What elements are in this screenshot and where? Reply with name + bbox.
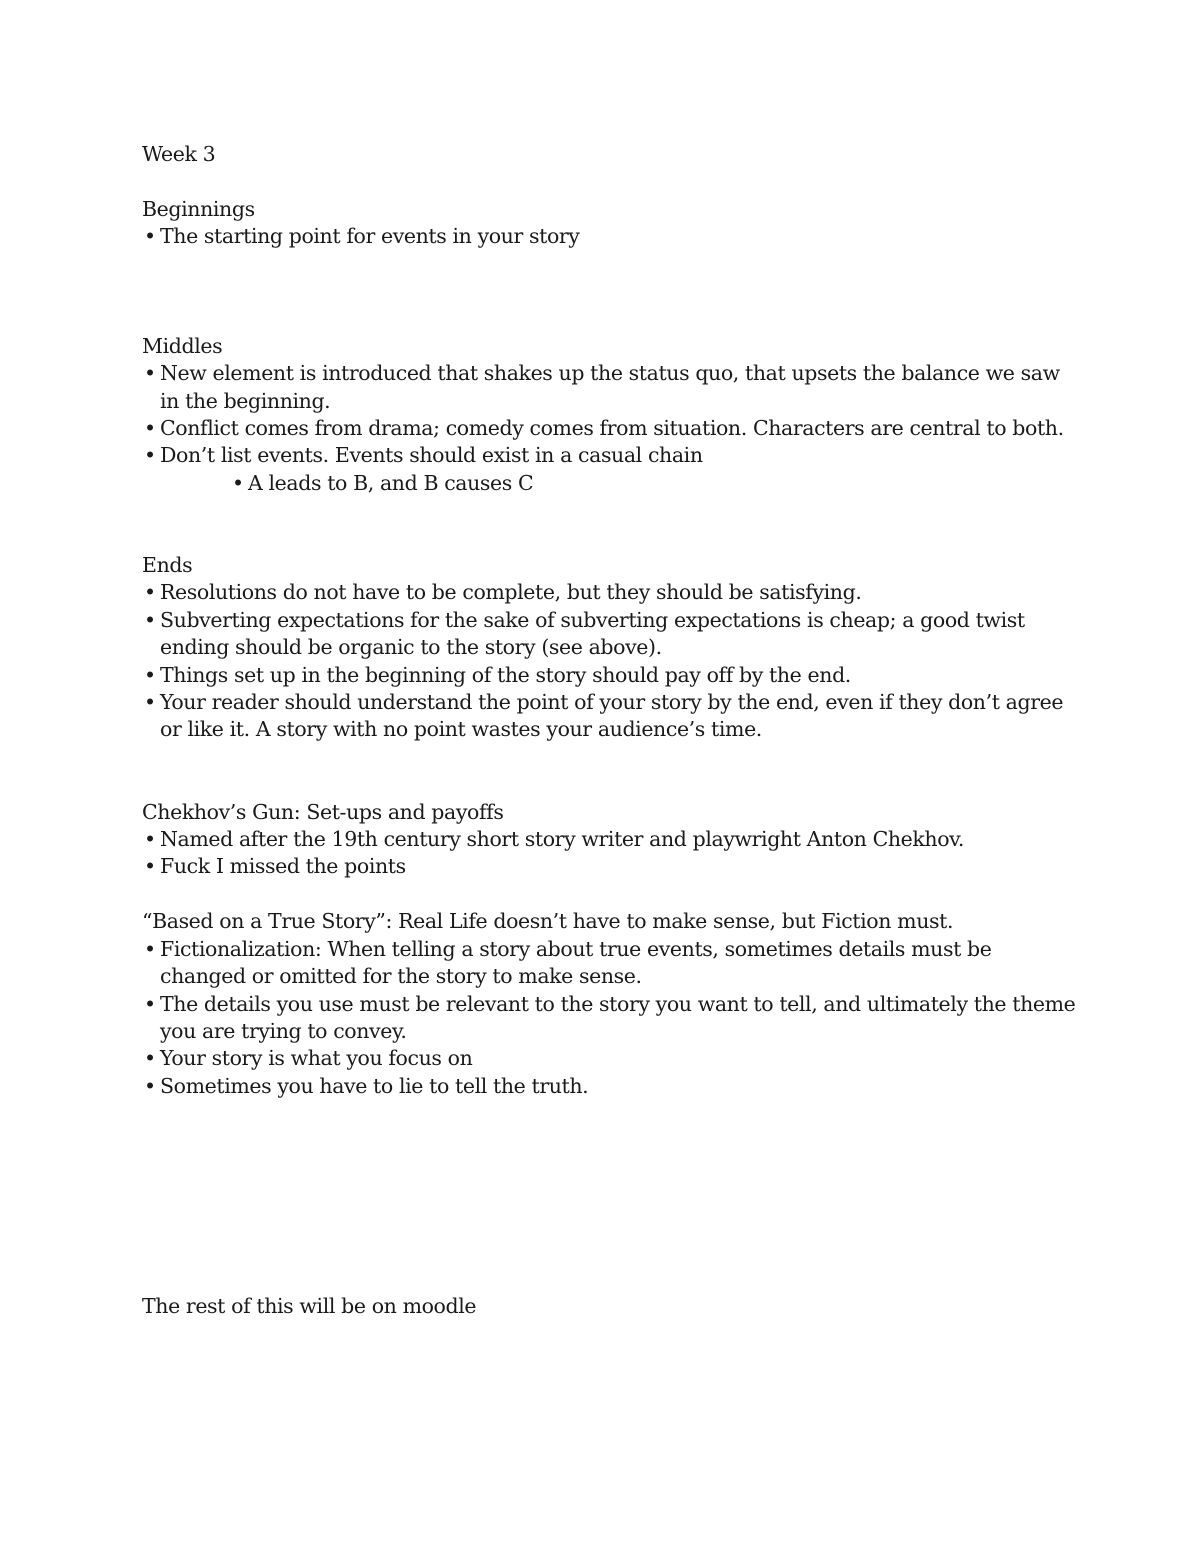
closing-note: The rest of this will be on moodle <box>142 1294 477 1318</box>
list-item: • Your story is what you focus on <box>142 1045 1082 1072</box>
sub-list-item: • A leads to B, and B causes C <box>230 470 1082 497</box>
section-heading-true-story: “Based on a True Story”: Real Life doesn’t have to make sense, but Fiction must. <box>142 909 954 934</box>
list-item: • The details you use must be relevant to the story you want to tell, and ultimately the theme you are trying to convey. <box>142 991 1082 1046</box>
list-item: • Fuck I missed the points <box>142 853 1082 880</box>
true-story-list <box>142 936 1082 1100</box>
beginnings-list <box>142 223 1082 250</box>
section-heading-beginnings: Beginnings <box>142 196 255 221</box>
list-item: • Sometimes you have to lie to tell the truth. <box>142 1073 1082 1100</box>
section-heading-ends: Ends <box>142 553 193 578</box>
section-heading-middles: Middles <box>142 333 223 358</box>
list-item: • Named after the 19th century short story writer and playwright Anton Chekhov. <box>142 826 1082 853</box>
ends-list <box>142 579 1082 743</box>
chekhov-list <box>142 826 1082 881</box>
list-item: • Subverting expectations for the sake of subverting expectations is cheap; a good twist ending should be organic to the story (see above). <box>142 607 1082 662</box>
week-title: Week 3 <box>142 142 216 166</box>
list-item: • New element is introduced that shakes up the status quo, that upsets the balance we saw in the beginning. <box>142 360 1082 415</box>
list-item: • Don’t list events. Events should exist in a casual chain <box>142 442 1082 469</box>
middles-list <box>142 360 1082 497</box>
list-item: • Things set up in the beginning of the story should pay off by the end. <box>142 662 1082 689</box>
list-item: • The starting point for events in your story <box>142 223 1082 250</box>
list-item: • Your reader should understand the point of your story by the end, even if they don’t agree or like it. A story with no point wastes your audience’s time. <box>142 689 1082 744</box>
list-item: • Conflict comes from drama; comedy comes from situation. Characters are central to both. <box>142 415 1082 442</box>
section-heading-chekhov: Chekhov’s Gun: Set-ups and payoffs <box>142 799 504 824</box>
notes-document <box>142 141 1082 1100</box>
list-item: • Fictionalization: When telling a story about true events, sometimes details must be changed or omitted for the story to make sense. <box>142 936 1082 991</box>
list-item: • Resolutions do not have to be complete, but they should be satisfying. <box>142 579 1082 606</box>
